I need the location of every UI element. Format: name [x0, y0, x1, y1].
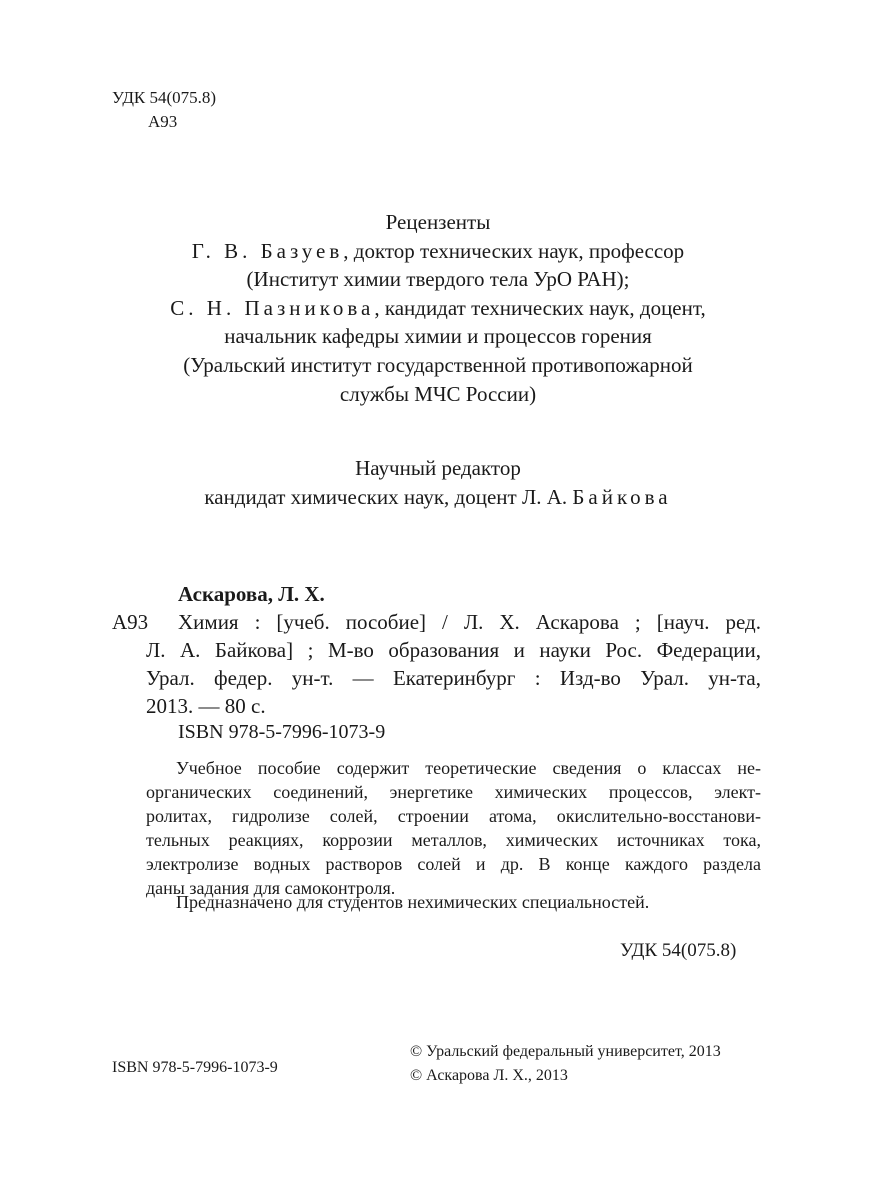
- reviewer-2-org-line1: (Уральский институт государственной противопожарной: [183, 352, 693, 377]
- annotation-line: Учебное пособие содержит теоретические сведения о классах не-: [176, 758, 761, 778]
- reviewer-2-org-line2: службы МЧС России): [339, 381, 537, 406]
- reviewer-1-desc: , доктор технических наук, профессор: [343, 238, 685, 263]
- annotation-line: ролитах, гидролизе солей, строении атома, окислительно-восстанови-: [146, 806, 761, 826]
- author-code-header: А93: [148, 112, 178, 131]
- annotation-purpose: Предназначено для студентов нехимических специальностей.: [176, 892, 650, 912]
- editor-block: [120, 454, 756, 511]
- reviewer-1: [120, 237, 756, 266]
- isbn-footer: ISBN 978-5-7996-1073-9: [112, 1059, 278, 1076]
- copyright-author: © Аскарова Л. Х., 2013: [410, 1067, 568, 1084]
- bib-line: Л. А. Байкова] ; М-во образования и науки Рос. Федерации,: [146, 638, 761, 662]
- bib-isbn: ISBN 978-5-7996-1073-9: [178, 721, 386, 743]
- reviewer-2-desc: , кандидат технических наук, доцент,: [374, 295, 706, 320]
- bib-description: [146, 608, 761, 720]
- reviewer-2-name: С. Н. Пазникова: [170, 295, 375, 320]
- annotation-line: органических соединений, энергетике химических процессов, элект-: [146, 782, 761, 802]
- udk-footer: УДК 54(075.8): [620, 940, 737, 961]
- bib-code: А93: [112, 610, 149, 634]
- editor-name: Байкова: [572, 484, 672, 509]
- bib-line: Химия : [учеб. пособие] / Л. Х. Аскарова ; [науч. ред.: [178, 610, 761, 634]
- bib-line: Урал. федер. ун-т. — Екатеринбург : Изд-во Урал. ун-та,: [146, 666, 761, 690]
- annotation-line: электролизе водных растворов солей и др. В конце каждого раздела: [146, 854, 761, 874]
- reviewer-1-name: Г. В. Базуев: [191, 238, 344, 263]
- reviewer-2-position: начальник кафедры химии и процессов горения: [224, 324, 652, 349]
- editor-title: Научный редактор: [355, 456, 521, 480]
- reviewers-block: [120, 208, 756, 408]
- editor-desc: кандидат химических наук, доцент Л. А.: [204, 484, 573, 509]
- annotation: [146, 756, 761, 900]
- bib-line: 2013. — 80 с.: [146, 694, 266, 718]
- bib-author: Аскарова, Л. Х.: [178, 582, 325, 606]
- reviewer-1-org: (Институт химии твердого тела УрО РАН);: [246, 267, 630, 292]
- annotation-line: тельных реакциях, коррозии металлов, химических источниках тока,: [146, 830, 761, 850]
- reviewers-title: Рецензенты: [385, 210, 491, 234]
- udk-header: УДК 54(075.8): [112, 88, 217, 107]
- reviewer-2: [120, 294, 756, 323]
- copyright-university: © Уральский федеральный университет, 2013: [410, 1043, 721, 1060]
- annotation-line: даны задания для самоконтроля.: [146, 878, 396, 898]
- editor-line: [120, 483, 756, 512]
